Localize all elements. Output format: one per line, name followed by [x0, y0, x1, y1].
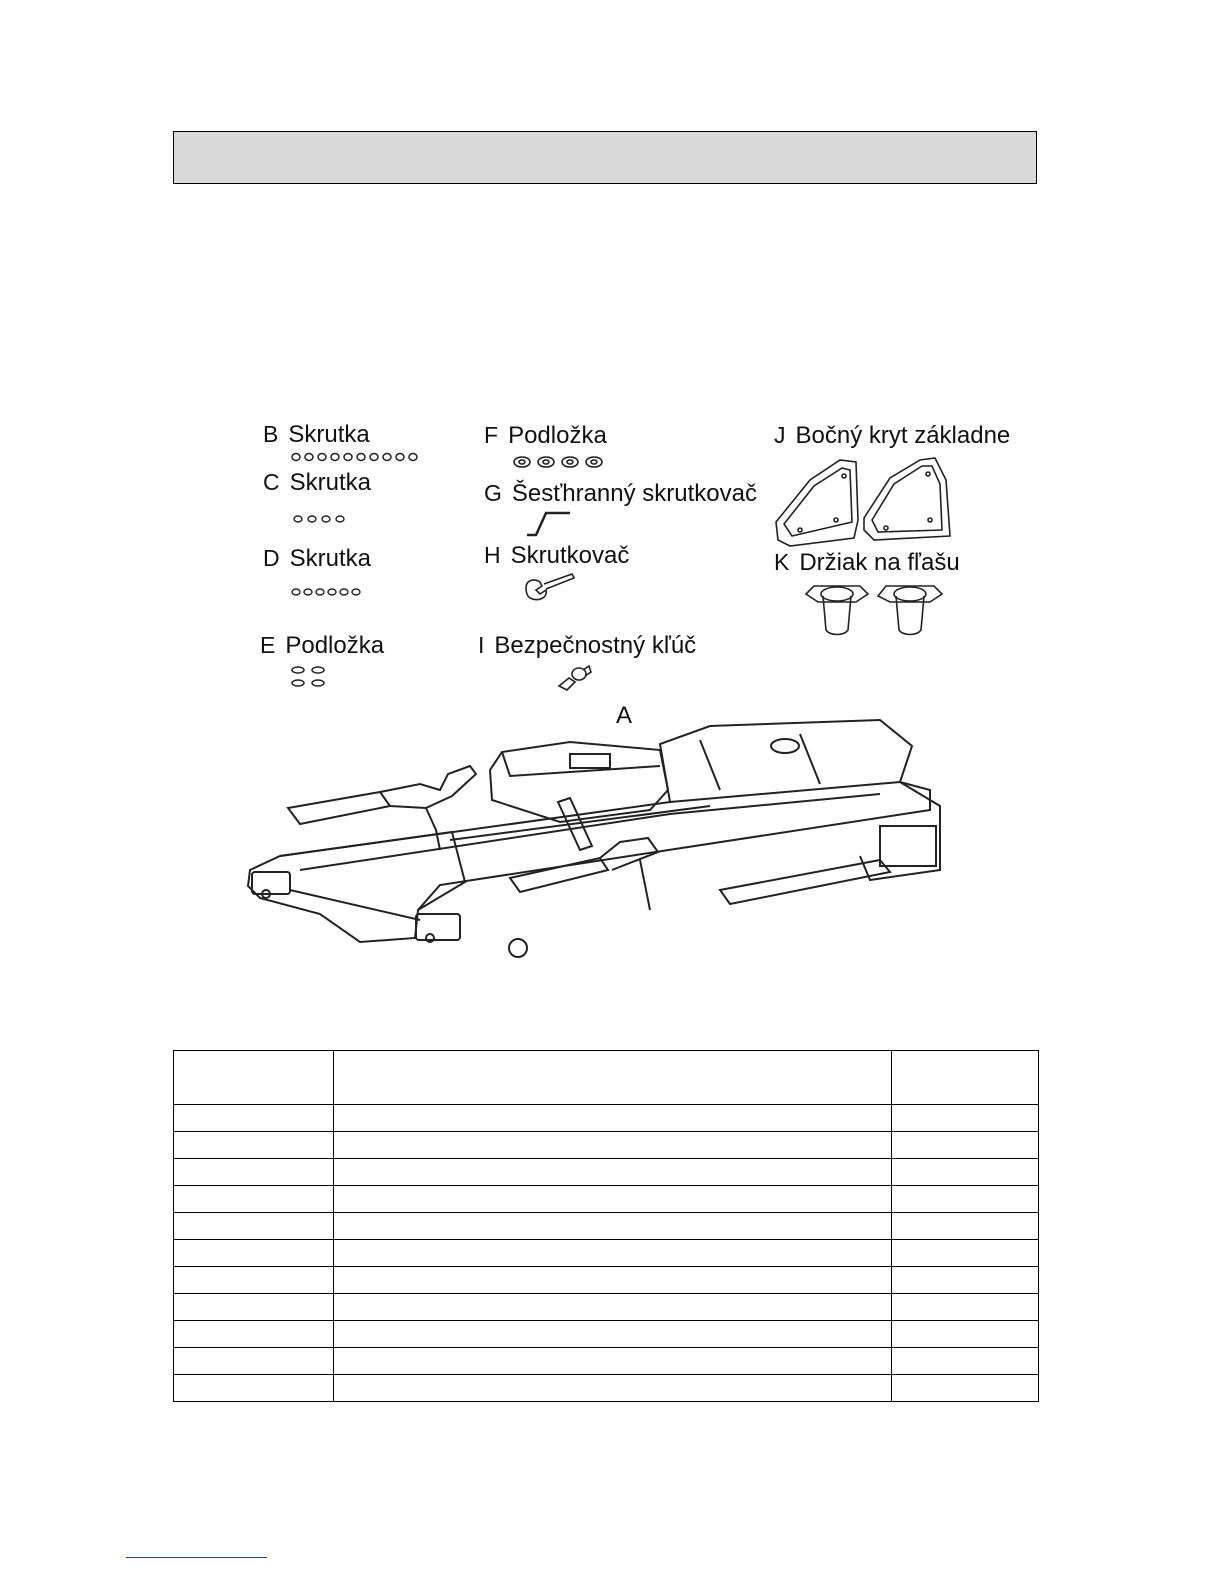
part-letter: F: [484, 422, 499, 448]
part-name: Šesťhranný skrutkovač: [511, 480, 757, 507]
part-label-e: [260, 634, 384, 658]
table-cell: [174, 1294, 334, 1321]
part-letter: H: [484, 542, 501, 568]
table-row: [174, 1159, 1039, 1186]
table-cell: [892, 1240, 1039, 1267]
part-label-d: [263, 547, 371, 571]
table-cell: [892, 1375, 1039, 1402]
part-letter: G: [484, 480, 502, 506]
part-label-b: [263, 423, 370, 447]
part-letter: E: [260, 632, 276, 658]
table-cell: [334, 1132, 892, 1159]
table-cell: [892, 1267, 1039, 1294]
table-row: [174, 1105, 1039, 1132]
table-cell: [174, 1132, 334, 1159]
part-name: Bezpečnostný kľúč: [494, 632, 697, 659]
table-cell: [174, 1213, 334, 1240]
table-row: [174, 1267, 1039, 1294]
table-row: [174, 1186, 1039, 1213]
table-cell: [892, 1213, 1039, 1240]
part-letter: K: [774, 549, 790, 575]
part-letter: B: [263, 421, 279, 447]
part-letter: D: [263, 545, 280, 571]
hex-key-icon: [524, 507, 574, 537]
bottle-holder-icon: [802, 582, 952, 644]
bolts-b-icon: [290, 450, 425, 464]
table-cell: [334, 1375, 892, 1402]
table-cell: [174, 1105, 334, 1132]
part-letter: C: [263, 469, 280, 495]
parts-figure: [240, 410, 1040, 980]
part-name: Podložka: [508, 422, 607, 449]
table-row: [174, 1213, 1039, 1240]
table-header-cell: [892, 1051, 1039, 1105]
part-name: Skrutka: [288, 421, 370, 448]
part-label-k: [774, 551, 960, 575]
part-label-a: A: [616, 702, 633, 729]
table-cell: [892, 1159, 1039, 1186]
part-name: Držiak na fľašu: [799, 549, 960, 576]
part-name: Podložka: [285, 632, 385, 659]
bolts-c-icon: [292, 513, 352, 525]
washers-e-icon: [289, 664, 329, 690]
table-cell: [334, 1240, 892, 1267]
table-cell: [334, 1159, 892, 1186]
part-name: Skrutka: [289, 469, 371, 496]
table-row: [174, 1375, 1039, 1402]
table-cell: [892, 1294, 1039, 1321]
table-cell: [174, 1267, 334, 1294]
wrench-icon: [520, 570, 580, 606]
table-row: [174, 1132, 1039, 1159]
section-header-bar: [173, 131, 1037, 184]
table-cell: [334, 1321, 892, 1348]
part-label-i: [478, 634, 696, 658]
table-header-row: [174, 1051, 1039, 1105]
table-cell: [334, 1348, 892, 1375]
table-cell: [892, 1132, 1039, 1159]
part-label-g: [484, 482, 757, 506]
part-name: Bočný kryt základne: [795, 422, 1011, 449]
table-cell: [892, 1321, 1039, 1348]
table-cell: [334, 1186, 892, 1213]
table-cell: [174, 1321, 334, 1348]
table-cell: [174, 1240, 334, 1267]
table-cell: [174, 1375, 334, 1402]
table-cell: [892, 1186, 1039, 1213]
table-cell: [174, 1159, 334, 1186]
part-label-f: [484, 424, 607, 448]
base-side-cover-icon: [770, 450, 1025, 550]
table-row: [174, 1348, 1039, 1375]
table-row: [174, 1321, 1039, 1348]
table-cell: [174, 1348, 334, 1375]
table-cell: [892, 1105, 1039, 1132]
table-cell: [334, 1213, 892, 1240]
table-row: [174, 1294, 1039, 1321]
table-cell: [334, 1105, 892, 1132]
part-label-c: [263, 471, 371, 495]
safety-key-icon: [555, 662, 595, 692]
table-row: [174, 1240, 1039, 1267]
table-header-cell: [174, 1051, 334, 1105]
part-label-h: [484, 544, 629, 568]
table-cell: [892, 1348, 1039, 1375]
table-cell: [334, 1294, 892, 1321]
part-name: Skrutkovač: [510, 542, 630, 569]
washers-f-icon: [512, 454, 604, 470]
part-letter: J: [774, 422, 786, 448]
part-name: Skrutka: [289, 545, 371, 572]
treadmill-icon: [240, 710, 950, 970]
footnote-separator: [126, 1557, 267, 1558]
table-header-cell: [334, 1051, 892, 1105]
part-letter: I: [478, 632, 485, 658]
table-cell: [174, 1186, 334, 1213]
parts-table: [173, 1050, 1039, 1402]
table-cell: [334, 1267, 892, 1294]
part-label-j: [774, 424, 1010, 448]
bolts-d-icon: [290, 586, 365, 598]
